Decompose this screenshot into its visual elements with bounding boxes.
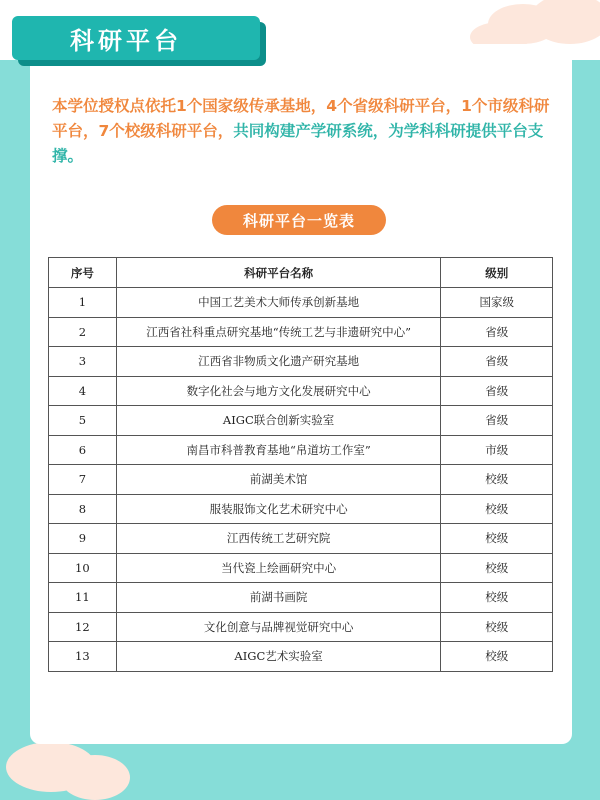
- cell-level: 校级: [441, 583, 553, 613]
- cell-name: 当代瓷上绘画研究中心: [116, 553, 441, 583]
- cell-name: 数字化社会与地方文化发展研究中心: [116, 376, 441, 406]
- cell-level: 校级: [441, 465, 553, 495]
- cell-level: 省级: [441, 347, 553, 377]
- table-row: [49, 583, 553, 613]
- cell-index: 8: [49, 494, 117, 524]
- cell-name: 中国工艺美术大师传承创新基地: [116, 288, 441, 318]
- cell-name: AIGC联合创新实验室: [116, 406, 441, 436]
- table-row: [49, 406, 553, 436]
- table-row: [49, 553, 553, 583]
- intro-paragraph: [52, 94, 562, 169]
- cell-index: 10: [49, 553, 117, 583]
- table-row: [49, 465, 553, 495]
- table-row: [49, 494, 553, 524]
- cell-index: 12: [49, 612, 117, 642]
- cell-index: 11: [49, 583, 117, 613]
- cell-level: 市级: [441, 435, 553, 465]
- cell-name: 前湖美术馆: [116, 465, 441, 495]
- table-row: [49, 524, 553, 554]
- table-row: [49, 288, 553, 318]
- cell-index: 9: [49, 524, 117, 554]
- cell-name: 文化创意与品牌视觉研究中心: [116, 612, 441, 642]
- cell-level: 省级: [441, 317, 553, 347]
- page-title: 科研平台: [12, 16, 260, 60]
- table-header-row: [49, 258, 553, 288]
- cell-name: 江西省社科重点研究基地“传统工艺与非遗研究中心”: [116, 317, 441, 347]
- cell-level: 校级: [441, 642, 553, 672]
- table-title-pill: 科研平台一览表: [212, 205, 386, 235]
- cell-level: 校级: [441, 494, 553, 524]
- cell-name: 江西省非物质文化遗产研究基地: [116, 347, 441, 377]
- column-header-index: 序号: [49, 258, 117, 288]
- cell-index: 4: [49, 376, 117, 406]
- cell-name: 江西传统工艺研究院: [116, 524, 441, 554]
- cell-index: 13: [49, 642, 117, 672]
- cell-index: 6: [49, 435, 117, 465]
- table-row: [49, 612, 553, 642]
- cell-level: 校级: [441, 612, 553, 642]
- platform-table: [48, 257, 553, 672]
- cloud-decoration: [60, 755, 130, 800]
- cell-index: 7: [49, 465, 117, 495]
- table-row: [49, 642, 553, 672]
- cell-level: 省级: [441, 376, 553, 406]
- cell-name: 服装服饰文化艺术研究中心: [116, 494, 441, 524]
- cell-level: 校级: [441, 553, 553, 583]
- cell-index: 5: [49, 406, 117, 436]
- intro-orange-text: 本学位授权点依托1个国家级传承基地，4个省级科研平台，1个市级科研平台，7个校级科研平台，: [52, 97, 550, 140]
- table-row: [49, 435, 553, 465]
- cell-level: 校级: [441, 524, 553, 554]
- intro-teal-text: 共同构建产学研系统，为学科科研提供平台支撑。: [52, 122, 544, 165]
- cell-name: AIGC艺术实验室: [116, 642, 441, 672]
- cell-index: 1: [49, 288, 117, 318]
- table-row: [49, 376, 553, 406]
- column-header-name: 科研平台名称: [116, 258, 441, 288]
- table-row: [49, 347, 553, 377]
- cell-name: 南昌市科普教育基地“帛道坊工作室”: [116, 435, 441, 465]
- column-header-level: 级别: [441, 258, 553, 288]
- cell-index: 2: [49, 317, 117, 347]
- cell-level: 省级: [441, 406, 553, 436]
- cell-level: 国家级: [441, 288, 553, 318]
- cell-index: 3: [49, 347, 117, 377]
- cell-name: 前湖书画院: [116, 583, 441, 613]
- table-row: [49, 317, 553, 347]
